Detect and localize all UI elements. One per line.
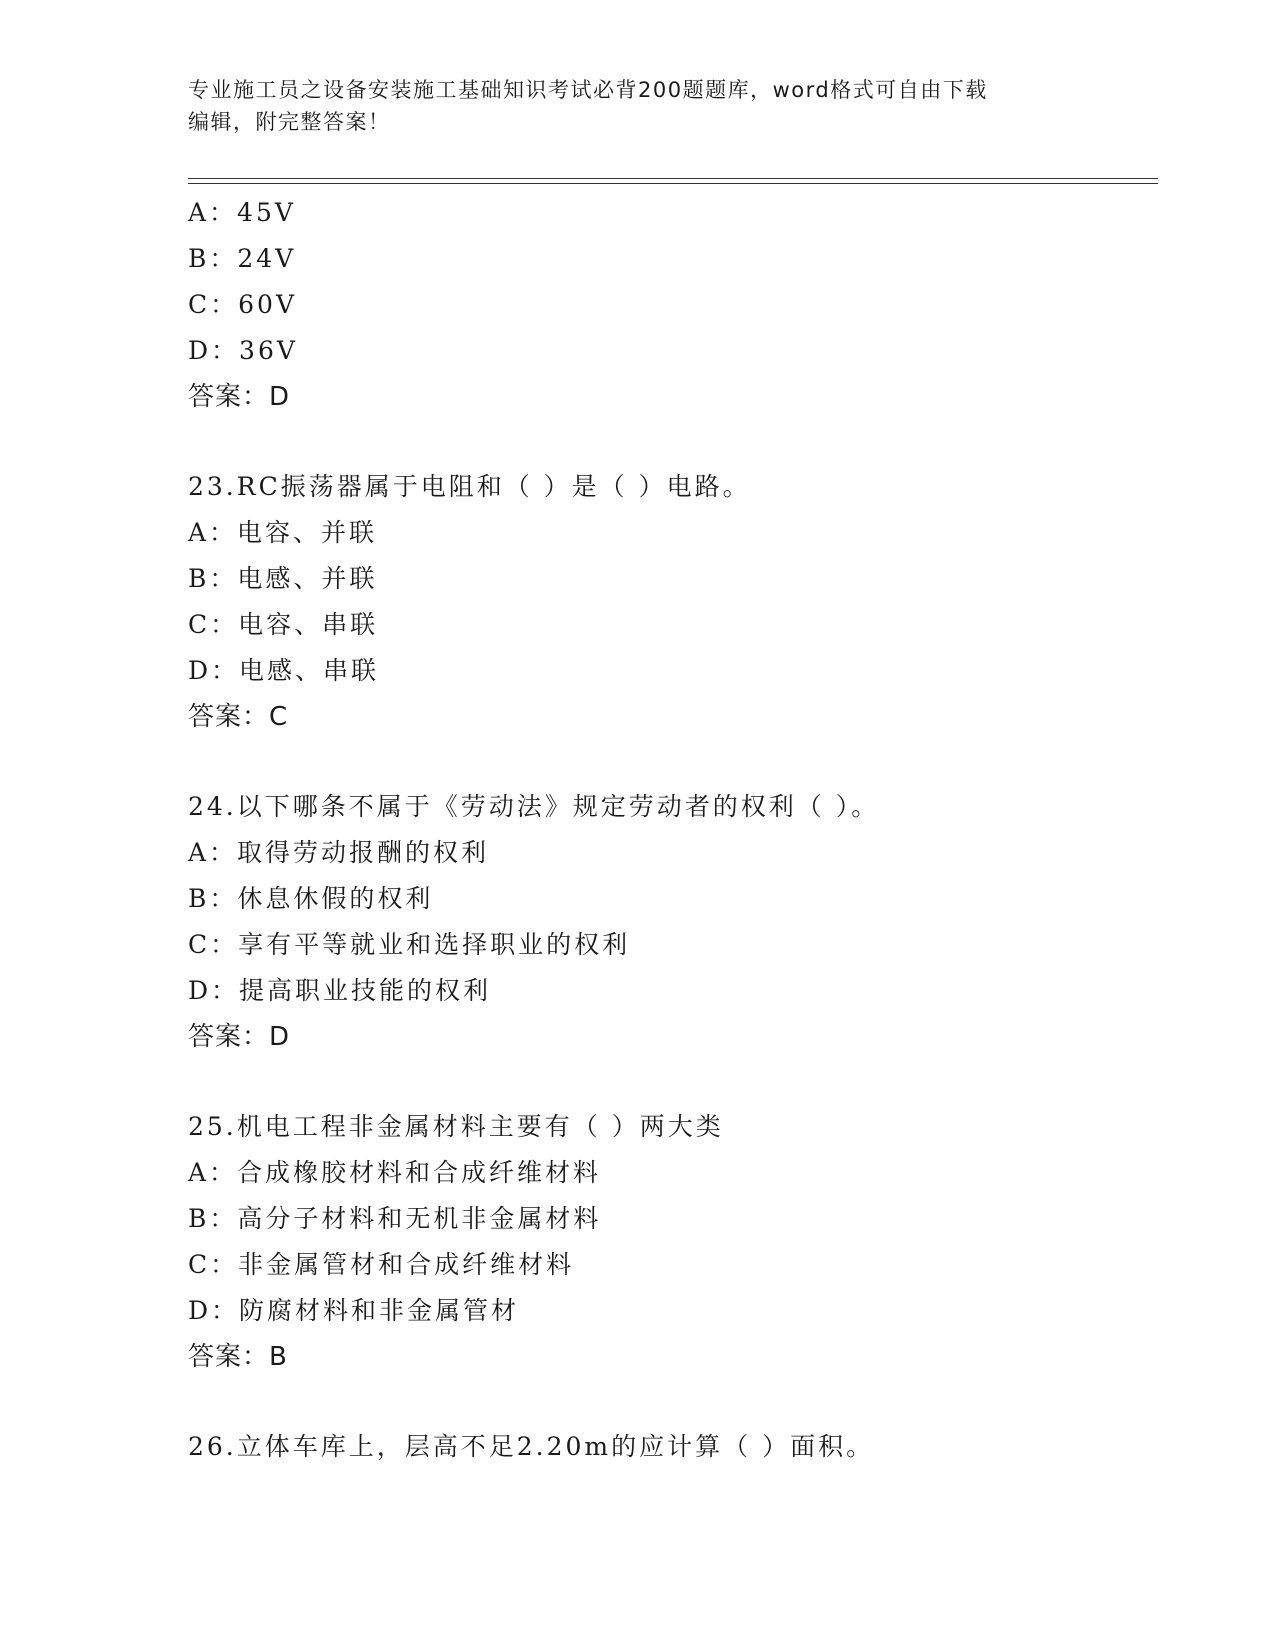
header-line-2: 编辑，附完整答案！ — [188, 110, 391, 134]
question-text: 23.RC振荡器属于电阻和（ ）是（ ）电路。 — [188, 472, 751, 501]
document-header — [188, 74, 1068, 138]
option-c: C：60V — [188, 290, 297, 319]
option-d: D：电感、串联 — [188, 656, 380, 685]
answer-line: 答案：B — [188, 1342, 288, 1372]
option-b: B：高分子材料和无机非金属材料 — [188, 1204, 602, 1233]
header-divider-bottom — [188, 183, 1158, 184]
question-list — [188, 190, 1158, 1470]
question-block-25 — [188, 1104, 1158, 1380]
question-text: 25.机电工程非金属材料主要有（ ）两大类 — [188, 1112, 724, 1141]
question-block-22 — [188, 190, 1158, 420]
header-divider-top — [188, 178, 1158, 179]
option-a: A：取得劳动报酬的权利 — [188, 838, 490, 867]
option-b: B：休息休假的权利 — [188, 884, 434, 913]
option-a: A：合成橡胶材料和合成纤维材料 — [188, 1158, 602, 1187]
option-b: B：24V — [188, 244, 297, 273]
option-d: D：36V — [188, 336, 298, 365]
option-a: A：电容、并联 — [188, 518, 378, 547]
header-line-1: 专业施工员之设备安装施工基础知识考试必背200题题库，word格式可自由下载 — [188, 78, 988, 102]
question-text: 24.以下哪条不属于《劳动法》规定劳动者的权利（ ）。 — [188, 792, 880, 821]
option-b: B：电感、并联 — [188, 564, 378, 593]
option-c: C：非金属管材和合成纤维材料 — [188, 1250, 575, 1279]
question-block-24 — [188, 784, 1158, 1060]
answer-line: 答案：D — [188, 382, 291, 412]
question-block-23 — [188, 464, 1158, 740]
option-c: C：享有平等就业和选择职业的权利 — [188, 930, 631, 959]
option-a: A：45V — [188, 198, 296, 227]
option-d: D：提高职业技能的权利 — [188, 976, 492, 1005]
option-d: D：防腐材料和非金属管材 — [188, 1296, 520, 1325]
answer-line: 答案：D — [188, 1022, 291, 1052]
answer-line: 答案：C — [188, 702, 289, 732]
question-text: 26.立体车库上，层高不足2.20m的应计算（ ）面积。 — [188, 1432, 875, 1461]
option-c: C：电容、串联 — [188, 610, 379, 639]
question-block-26 — [188, 1424, 1158, 1470]
